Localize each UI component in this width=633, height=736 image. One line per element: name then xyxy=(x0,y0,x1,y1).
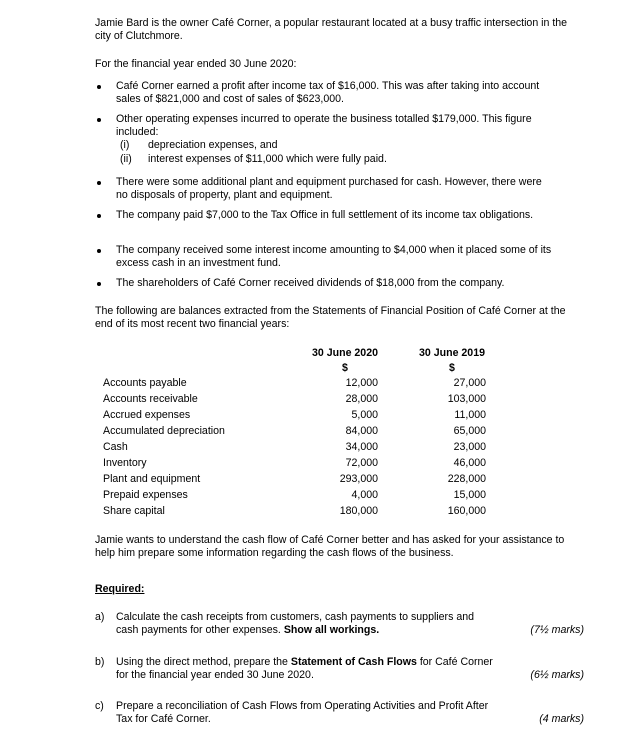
question-text-bold: Show all workings. xyxy=(283,624,380,636)
value-2020: 72,000 xyxy=(345,457,378,469)
fy-line: For the financial year ended 30 June 2020: xyxy=(95,58,297,70)
row-label: Share capital xyxy=(103,505,165,517)
question-a-marks: (7½ marks) xyxy=(530,624,584,636)
row-label: Accumulated depreciation xyxy=(103,425,225,437)
value-2019: 160,000 xyxy=(447,505,486,517)
row-label: Prepaid expenses xyxy=(103,489,188,501)
column-header-2020: 30 June 2020 xyxy=(312,347,378,359)
bullet-dot xyxy=(97,118,101,122)
question-letter-b: b) xyxy=(95,656,105,668)
question-text-after: for Café Corner for the financial year ended 30 June 2020. xyxy=(116,656,493,681)
value-2019: 65,000 xyxy=(453,425,486,437)
row-label: Plant and equipment xyxy=(103,473,201,485)
bullet-tax-paid: The company paid $7,000 to the Tax Office in full settlement of its income tax obligations. xyxy=(116,209,534,221)
question-letter-a: a) xyxy=(95,611,105,623)
bullet-interest-income: The company received some interest income amounting to $4,000 when it placed some of its excess cash in an investment fund. xyxy=(116,244,552,269)
sub-item-interest xyxy=(120,153,387,166)
value-2020: 5,000 xyxy=(351,409,378,421)
bullet-dot xyxy=(97,282,101,286)
question-c-text xyxy=(116,700,496,726)
value-2020: 34,000 xyxy=(345,441,378,453)
bullet-dot xyxy=(97,214,101,218)
sub-item-text: interest expenses of $11,000 which were fully paid. xyxy=(148,153,387,165)
value-2019: 11,000 xyxy=(454,409,486,421)
value-2019: 23,000 xyxy=(453,441,486,453)
column-header-2019: 30 June 2019 xyxy=(419,347,485,359)
bullet-operating-expenses: Other operating expenses incurred to operate the business totalled $179,000. This figure included: xyxy=(116,113,532,138)
bullet-plant-purchase: There were some additional plant and equipment purchased for cash. However, there were no disposals of property, plant and equipment. xyxy=(116,176,542,201)
bullet-dot xyxy=(97,85,101,89)
question-b-marks: (6½ marks) xyxy=(530,669,584,681)
question-c-marks: (4 marks) xyxy=(539,713,584,725)
sub-item-text: depreciation expenses, and xyxy=(148,139,278,151)
row-label: Accrued expenses xyxy=(103,409,191,421)
bullet-dot xyxy=(97,181,101,185)
question-text-plain: Calculate the cash receipts from customers, cash payments to suppliers and cash payments for other expenses. xyxy=(116,611,474,636)
closing-paragraph: Jamie wants to understand the cash flow of Café Corner better and has asked for your assistance to help him prepare some information regarding the cash flows of the business. xyxy=(95,534,565,559)
sub-item-number: (ii) xyxy=(120,153,132,165)
currency-symbol-2019: $ xyxy=(449,362,455,374)
row-label: Cash xyxy=(103,441,128,453)
question-a-text xyxy=(116,611,496,637)
value-2020: 12,000 xyxy=(345,377,378,389)
value-2019: 27,000 xyxy=(453,377,486,389)
value-2020: 293,000 xyxy=(339,473,378,485)
question-text-bold: Statement of Cash Flows xyxy=(290,656,417,668)
question-text-plain: Using the direct method, prepare the xyxy=(116,656,291,668)
question-text-plain: Prepare a reconciliation of Cash Flows from Operating Activities and Profit After Tax for Café Corner. xyxy=(116,700,489,725)
value-2019: 15,000 xyxy=(453,489,486,501)
value-2019: 46,000 xyxy=(453,457,486,469)
sub-item-number: (i) xyxy=(120,139,130,151)
bullet-profit: Café Corner earned a profit after income tax of $16,000. This was after taking into account sales of $821,000 and cost of sales of $623,000. xyxy=(116,80,540,105)
currency-symbol-2020: $ xyxy=(342,362,348,374)
value-2019: 103,000 xyxy=(447,393,486,405)
value-2020: 180,000 xyxy=(339,505,378,517)
bullet-dividends: The shareholders of Café Corner received dividends of $18,000 from the company. xyxy=(116,277,505,289)
row-label: Inventory xyxy=(103,457,147,469)
value-2020: 4,000 xyxy=(351,489,378,501)
value-2020: 28,000 xyxy=(345,393,378,405)
question-b-text xyxy=(116,656,496,682)
value-2020: 84,000 xyxy=(345,425,378,437)
value-2019: 228,000 xyxy=(447,473,486,485)
row-label: Accounts receivable xyxy=(103,393,198,405)
table-intro: The following are balances extracted from the Statements of Financial Position of Café Corner at the end of its most recent two financial years: xyxy=(95,305,566,330)
row-label: Accounts payable xyxy=(103,377,187,389)
question-letter-c: c) xyxy=(95,700,104,712)
intro-paragraph: Jamie Bard is the owner Café Corner, a popular restaurant located at a busy traffic intersection in the city of Clutchmore. xyxy=(95,17,568,42)
sub-item-depreciation xyxy=(120,139,278,152)
bullet-dot xyxy=(97,249,101,253)
required-heading: Required: xyxy=(95,583,145,595)
